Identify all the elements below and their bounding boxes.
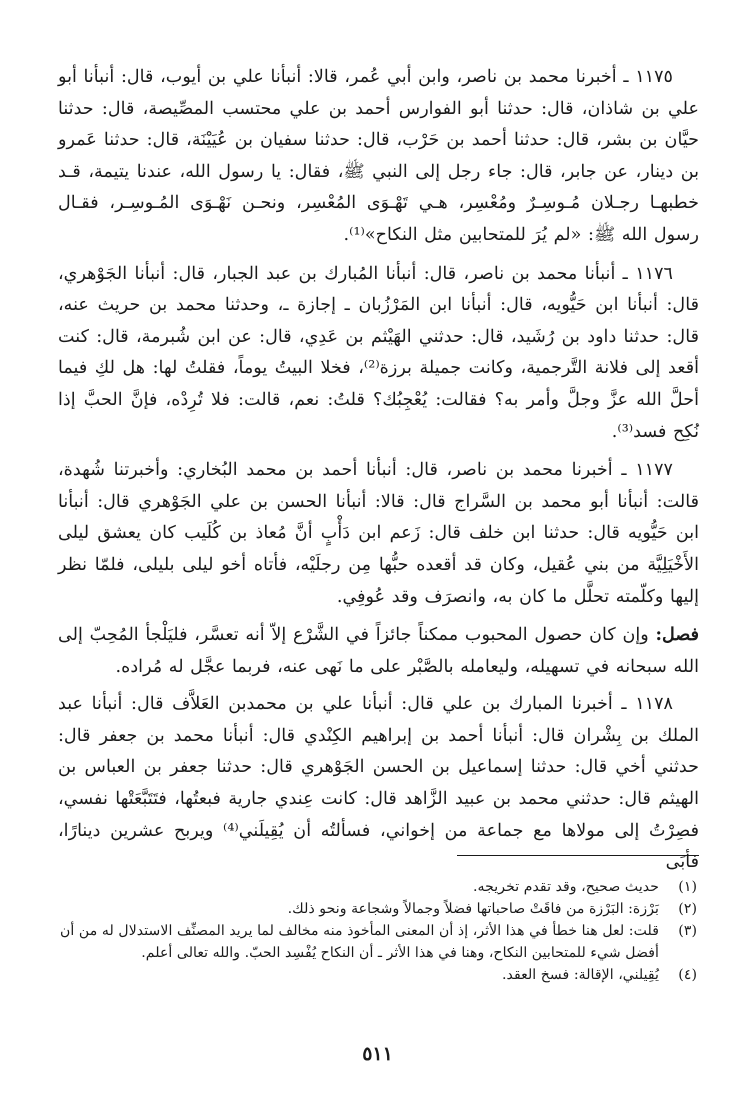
footnote-text: حديث صحيح، وقد تقدم تخريجه. <box>473 879 659 895</box>
footnote-3 <box>60 920 697 964</box>
paragraph-fasl-text: وإن كان حصول المحبوب ممكناً جائزاً في الشَّرْع إلاّ أنه تعسَّر، فليَلْجأ المُحِبّ إلى الله سبحانه في تسهيله، وليعامله بالصَّبْر على ما نَهى عنه، فربما عجَّل له مُراده. <box>58 625 699 677</box>
footnote-number: (٣) <box>678 923 697 939</box>
paragraph-1175: ١١٧٥ ـ أخبرنا محمد بن ناصر، وابن أبي عُمر، قالا: أنبأنا علي بن أيوب، قال: أنبأنا أبو علي بن شاذان، قال: حدثنا أبو الفوارس أحمد بن علي محتسب المصِّيصة، قال: حدثنا حيَّان بن بشر، قال: حدثنا أحمد بن حَرْب، قال: حدثنا سفيان بن عُيَيْنَة، قال: حدثنا عَمرو بن دينار، عن جابر، قال: جاء رجل إلى النبي ﷺ، فقال: يا رسول الله، عندنا يتيمة، قـد خطبهـا رجـلان مُـوسِـرٌ ومُعْسِر، هـي تَهْـوَى المُعْسِر، ونحـن نَهْـوَى المُـوسِـر، فقـال رسول الله ﷺ: «لم يُرَ للمتحابين مثل النكاح»⁽¹⁾. <box>58 67 699 245</box>
footnote-text: يُقِيلني، الإقالة: فسخ العقد. <box>501 967 659 983</box>
paragraph-fasl <box>58 619 699 683</box>
paragraph-1177: ١١٧٧ ـ أخبرنا محمد بن ناصر، قال: أنبأنا أحمد بن محمد البُخاري: وأخبرتنا شُهدة، قالت: أنبأنا أبو محمد بن السَّراج قال: قالا: أنبأنا الحسن بن علي الجَوْهري قال: أنبأنا ابن حَيُّويه قال: حدثنا ابن خلف قال: زَعم ابن دَأْبٍ أنَّ مُعاذ بن كُلَيب كان يعشق ليلى الأَخْيَلِيَّة من بني عُقيل، وكان قد أقعده حبُّها مِن رجلَيْه، فأتاه أخو ليلى بليلى، فلمّا نظر إليها وكلّمته تحلَّل ما كان به، وانصرَف وقد عُوفِي. <box>58 460 699 607</box>
footnotes <box>60 876 697 986</box>
footnote-2 <box>60 898 697 920</box>
footnote-4 <box>60 964 697 986</box>
page-number: ٥١١ <box>362 1043 393 1065</box>
paragraph-1176: ١١٧٦ ـ أنبأنا محمد بن ناصر، قال: أنبأنا المُبارك بن عبد الجبار، قال: أنبأنا الجَوْهري، قال: أنبأنا ابن حَيُّويه، قال: أنبأنا ابن المَرْزُبان ـ إجازة ـ، وحدثنا محمد بن حريث عنه، قال: حدثنا داود بن رُشَيد، قال: حدثني الهَيْثم بن عَدِي، قال: عن ابن شُبرمة، قال: كنت أقعد إلى فلانة التَّرجمية، وكانت جميلة برزة⁽²⁾، فخلا البيتُ يوماً، فقلتُ لها: هل لكِ فيما أحلَّ الله عزَّ وجلَّ وأمر به؟ فقالت: يُعْجِبُك؟ قلتُ: نعم، قالت: فلا تُرِدْه، فإنَّ الحبَّ إذا نُكِح فسد⁽³⁾. <box>58 263 700 442</box>
section-label: فصل: <box>655 624 700 646</box>
footnote-number: (٢) <box>678 901 697 917</box>
footnote-separator <box>457 855 699 856</box>
footnote-1 <box>60 876 697 898</box>
footnote-number: (١) <box>678 879 697 895</box>
footnote-text: قلت: لعل هنا خطأ في هذا الأثر، إذ أن المعنى المأخوذ منه مخالف لما يريد المصنِّف الاستدلال له من أن أفضل شيء للمتحابين النكاح، وهنا في هذا الأثر ـ أن النكاح يُفْسِد الحبّ. والله تعالى أعلم. <box>60 923 659 961</box>
paragraph-1178: ١١٧٨ ـ أخبرنا المبارك بن علي قال: أنبأنا علي بن محمدبن العَلاَّف قال: أنبأنا عبد الملك بن بِشْران قال: أنبأنا أحمد بن إبراهيم الكِنْدي قال: أنبأنا محمد بن جعفر قال: حدثني أخي قال: حدثنا إسماعيل بن الحسن الجَوْهري قال: حدثنا جعفر بن العباس بن الهيثم قال: حدثني محمد بن عبيد الزَّاهد قال: كانت عِندي جارية فبعتُها، فتَتَبَّعَتْها نفسي، فصِرْتُ إلى مولاها مع جماعة من إخواني، فسألتُه أن يُقِيلَني⁽⁴⁾ ويربح عشرين دينارًا، فأبَى <box>58 694 699 873</box>
footnote-number: (٤) <box>678 967 697 983</box>
footnote-text: بَرْزة: البَرْزة من فاقَتْ صاحباتها فضلاً وجمالاً وشجاعة ونحو ذلك. <box>287 901 659 917</box>
